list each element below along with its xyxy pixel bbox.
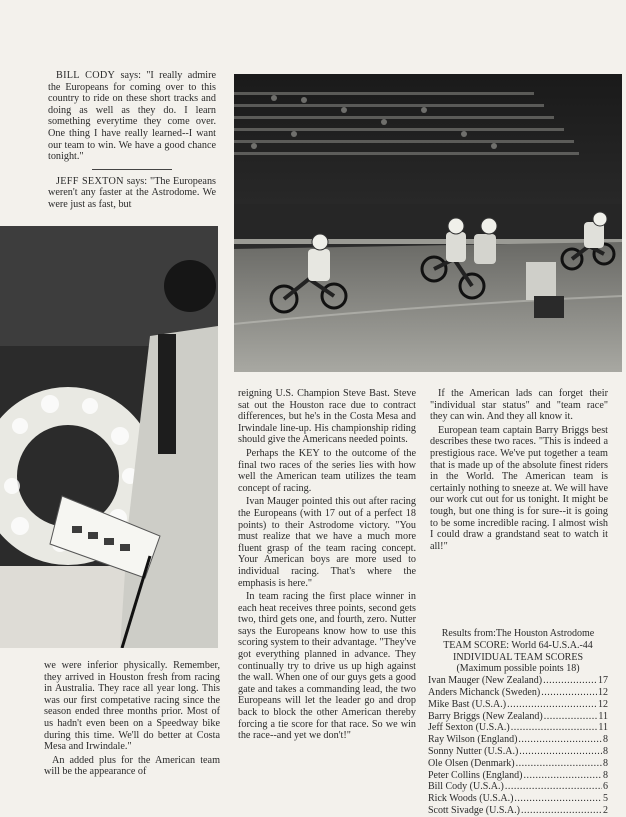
paragraph-bill-cody xyxy=(48,70,216,163)
leader-dots xyxy=(521,805,602,817)
individual-heading: INDIVIDUAL TEAM SCORES xyxy=(453,651,583,663)
paragraph: If the American lads can forget their "individual star status" and "team race" they can win. And they all know it. xyxy=(430,388,608,423)
team-score: TEAM SCORE: World 64-U.S.A.-44 xyxy=(443,639,593,651)
leader-dots xyxy=(543,675,597,687)
table-row xyxy=(428,746,608,758)
paragraph: we were inferior physically. Remember, they arrived in Houston fresh from racing in Australia. They race all year long. This was our first competative racing since the season ended three months prior. Most of us hadn't even been on a Speedway bike during this time. We'll do better at Costa Mesa and Irwindale." xyxy=(44,660,220,753)
table-row xyxy=(428,793,608,805)
rider-name: Jeff Sexton (U.S.A.) xyxy=(428,722,510,734)
rider-points: 2 xyxy=(603,804,608,816)
rider-name: Barry Briggs (New Zealand) xyxy=(428,710,543,722)
rider-points: 6 xyxy=(603,781,608,793)
rider-name: Rick Woods (U.S.A.) xyxy=(428,793,514,805)
rider-name: Ray Wilson (England) xyxy=(428,734,518,746)
table-row xyxy=(428,675,608,687)
table-row xyxy=(428,699,608,711)
results-rows xyxy=(428,675,608,817)
rider-points: 12 xyxy=(598,698,608,710)
leader-dots xyxy=(505,781,602,793)
leader-dots xyxy=(514,793,602,805)
rider-points: 8 xyxy=(603,745,608,757)
rider-points: 8 xyxy=(603,734,608,746)
table-row xyxy=(428,781,608,793)
paragraph: An added plus for the American team will be the appearance of xyxy=(44,754,220,778)
wreath-photo-image xyxy=(0,226,218,648)
rider-name: Peter Collins (England) xyxy=(428,769,523,781)
table-row xyxy=(428,805,608,817)
rider-points: 8 xyxy=(603,757,608,769)
rider-points: 11 xyxy=(598,710,608,722)
rider-points: 8 xyxy=(603,769,608,781)
paragraph: reigning U.S. Champion Steve Bast. Steve sat out the Houston race due to contract differences, but he's in the Costa Mesa and Irwindale line-up. His championship riding should give the Americans needed points. xyxy=(238,388,416,446)
leader-dots xyxy=(518,734,602,746)
rider-name: Ole Olsen (Denmark) xyxy=(428,757,515,769)
leader-dots xyxy=(519,746,602,758)
paragraph: In team racing the first place winner in each heat receives three points, second gets two, third gets one, and fourth, zero. Nutter says the Europeans know how to use this scoring system to their advantage. "They've got everything planned in advance. They continually try to drive us up high against the wall. When one of our guys gets a good gate and takes a commanding lead, the two Europeans will let the leader go and drop back to block the other American thereby forcing a tie score for that race. So we win the race--and yet we don't!" xyxy=(238,591,416,742)
speaker-name: BILL CODY xyxy=(56,70,116,81)
table-row xyxy=(428,722,608,734)
results-heading: Results from:The Houston Astrodome xyxy=(441,628,595,639)
divider xyxy=(92,169,172,170)
rider-points: 17 xyxy=(598,675,608,687)
speedway-race-photo xyxy=(234,74,622,372)
table-row xyxy=(428,711,608,723)
leader-dots xyxy=(541,687,597,699)
rider-name: Scott Sivadge (U.S.A.) xyxy=(428,804,520,816)
rider-name: Ivan Mauger (New Zealand) xyxy=(428,675,543,687)
rider-name: Bill Cody (U.S.A.) xyxy=(428,781,504,793)
rider-points: 11 xyxy=(598,722,608,734)
left-column-bottom xyxy=(44,660,220,780)
paragraph-jeff-sexton xyxy=(48,176,216,211)
rider-name: Mike Bast (U.S.A.) xyxy=(428,698,507,710)
leader-dots xyxy=(507,699,597,711)
table-row xyxy=(428,758,608,770)
leader-dots xyxy=(544,711,598,723)
paragraph-text: says: "I really admire the Europeans for coming over to this country to ride on these short tracks and doing as well as they do. I learn something everytime they come over. One thing I have really learned--I want our team to win. We have a good chance tonight." xyxy=(48,70,217,163)
paragraph: European team captain Barry Briggs best describes these two races. "This is indeed a prestigious race. We've put together a team that is made up of the absolute finest riders in the World. The American team is certainly nothing to sneeze at. We will have our work cut out for us tonight. It might be tough, but one thing is for sure--it is going to be some incredible racing. I almost wish I could draw a grandstand seat to watch it all!" xyxy=(430,424,608,552)
speaker-name: JEFF SEXTON xyxy=(56,175,124,187)
middle-column xyxy=(238,388,416,744)
rider-name: Anders Michanck (Sweden) xyxy=(428,686,541,698)
leader-dots xyxy=(523,770,602,782)
right-column xyxy=(430,388,608,554)
paragraph: Perhaps the KEY to the outcome of the final two races of the series lies with how well the American team utilizes the team concept of racing. xyxy=(238,447,416,494)
max-points-note: (Maximum possible points 18) xyxy=(456,663,580,675)
wreath-presentation-photo xyxy=(0,226,218,648)
paragraph: Ivan Mauger pointed this out after racing the Europeans (with 17 out of a perfect 18 points) to their Astrodome victory. "You must realize that we have a much more fluent grasp of the team racing concept. Your American boys are more used to individual racing. That's where the emphasis is here." xyxy=(238,496,416,589)
race-photo-image xyxy=(234,74,622,372)
rider-points: 12 xyxy=(598,686,608,698)
table-row xyxy=(428,770,608,782)
table-row xyxy=(428,734,608,746)
leader-dots xyxy=(511,722,598,734)
rider-name: Sonny Nutter (U.S.A.) xyxy=(428,745,519,757)
rider-points: 5 xyxy=(603,793,608,805)
results-table xyxy=(428,628,608,817)
left-column-top xyxy=(48,70,216,213)
table-row xyxy=(428,687,608,699)
leader-dots xyxy=(516,758,602,770)
paragraph-text: says: "The Europeans weren't any faster at the Astrodome. We were just as fast, but xyxy=(48,175,216,210)
